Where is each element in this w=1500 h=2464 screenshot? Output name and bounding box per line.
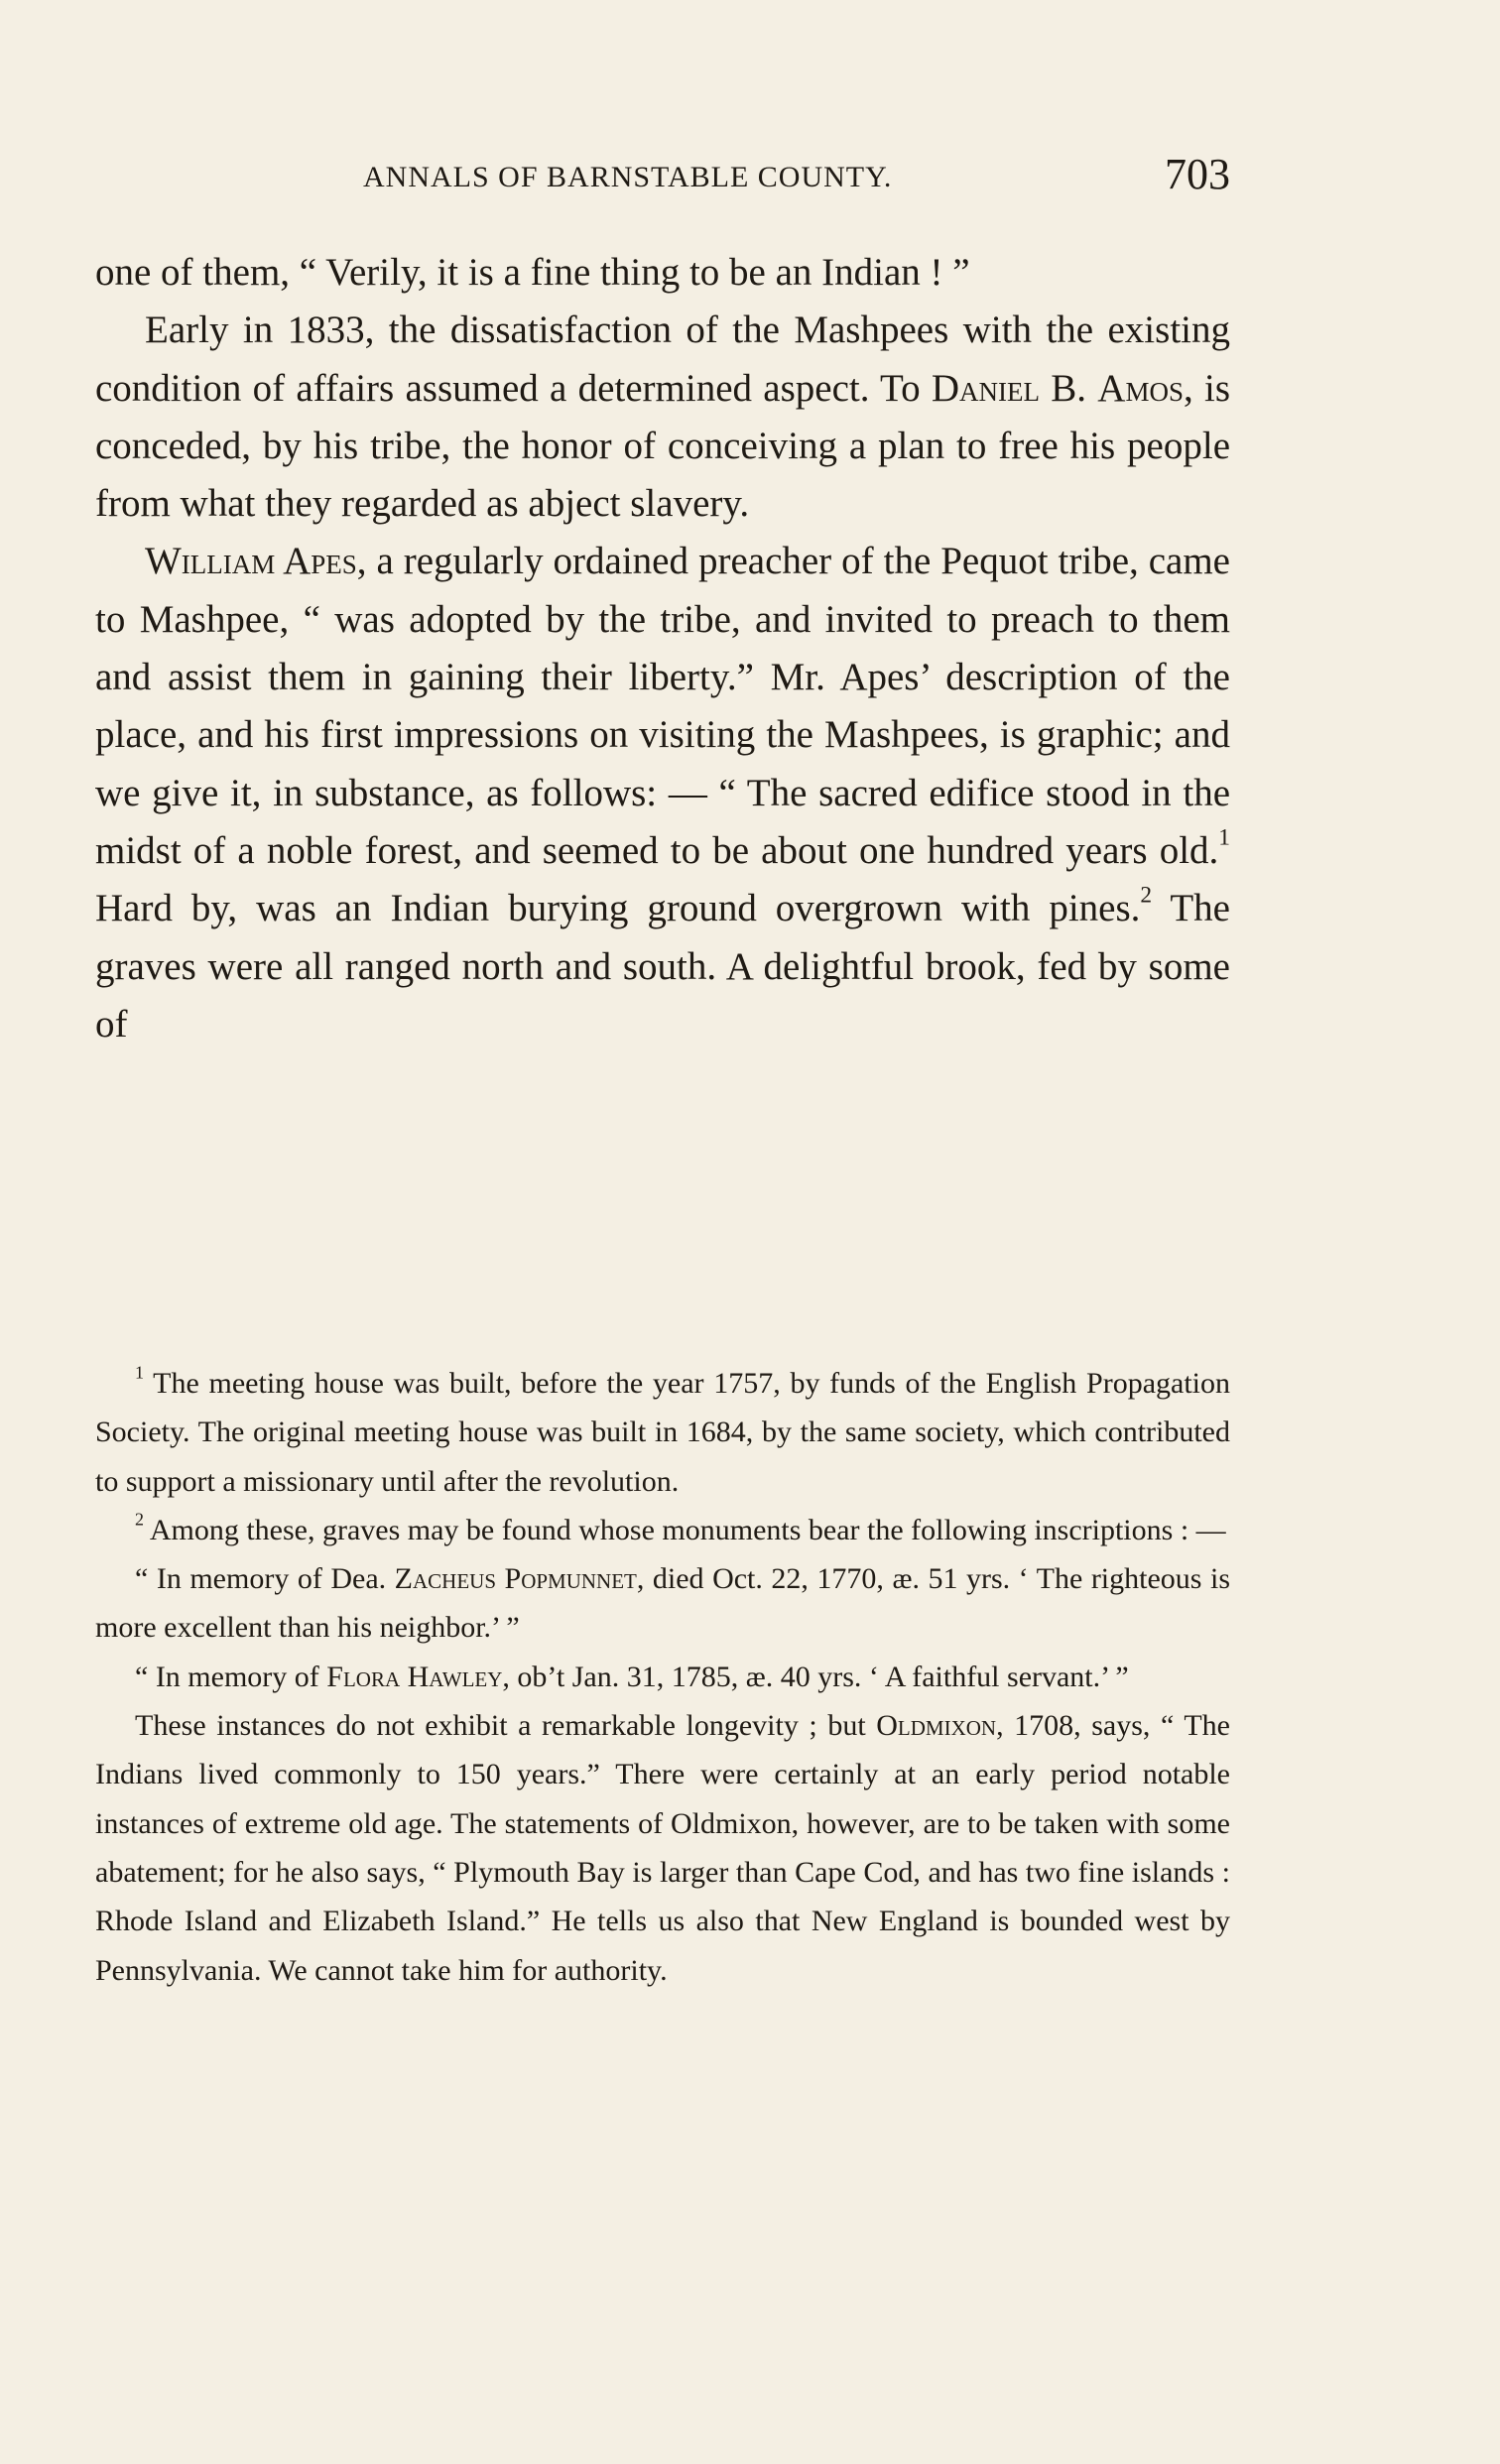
name-zacheus-popmunnet: Zacheus Popmunnet: [394, 1562, 637, 1596]
name-william-apes: William Apes: [145, 540, 357, 583]
paragraph-3: [95, 533, 1230, 1053]
paragraph-3-text-a: , a regularly ordained preacher of the Pequot tribe, came to Mashpee, “ was adopted by the tribe, and invited to preach to them and assist them in gaining their liberty.” Mr. Apes’ description of the place, and his first impressions on visiting the Mashpees, is graphic; and we give it, in substance, as follows: — “ The sacred edifice stood in the midst of a noble forest, and seemed to be about one hundred years old.: [95, 540, 1230, 872]
paragraph-1: [95, 244, 1230, 302]
name-flora-hawley: Flora Hawley: [326, 1660, 503, 1693]
footnote-2-mark: 2: [135, 1509, 144, 1530]
paragraph-2: [95, 302, 1230, 533]
paragraph-2-text-a: Early in 1833, the dissatisfaction of the Mashpees with the existing condition of affairs assumed a determined aspect. To: [95, 308, 1230, 410]
footnotes: [95, 1359, 1230, 1995]
running-head: [95, 149, 1230, 208]
name-oldmixon: Oldmixon: [876, 1709, 997, 1743]
inscription-1-text-b: , died Oct. 22, 1770, æ. 51 yrs. ‘ The righteous is more excellent than his neighbor.’ ”: [95, 1562, 1230, 1645]
paragraph-1-text: one of them, “ Verily, it is a fine thing to be an Indian ! ”: [95, 251, 970, 294]
footnote-ref-1: 1: [1218, 824, 1230, 851]
body-text: [95, 244, 1230, 1053]
name-amos: Amos: [1097, 366, 1184, 410]
paragraph-3-text-b: Hard by, was an Indian burying ground overgrown with pines.: [95, 887, 1141, 930]
inscription-2-text-b: , ob’t Jan. 31, 1785, æ. 40 yrs. ‘ A faithful servant.’ ”: [502, 1660, 1129, 1693]
footnote-1-text: The meeting house was built, before the year 1757, by funds of the English Propagation Society. The original meeting house was built in 1684, by the same society, which contributed to support a missionary until after the revolution.: [95, 1367, 1230, 1498]
name-daniel: Daniel: [931, 366, 1041, 410]
footnote-2-text: Among these, graves may be found whose monuments bear the following inscriptions : —: [144, 1513, 1226, 1546]
inscription-2: [95, 1653, 1230, 1701]
closing-note-text-a: These instances do not exhibit a remarkable longevity ; but: [135, 1709, 877, 1743]
closing-note: [95, 1701, 1230, 1995]
closing-note-text-b: , 1708, says, “ The Indians lived commonly to 150 years.” There were certainly at an early period notable instances of extreme old age. The statements of Oldmixon, however, are to be taken with some abatement; for he also says, “ Plymouth Bay is larger than Cape Cod, and has two fine islands : Rhode Island and Elizabeth Island.” He tells us also that New England is bounded west by Pennsylvania. We cannot take him for authority.: [95, 1709, 1230, 1987]
page-number: 703: [1165, 150, 1230, 198]
inscription-1: [95, 1554, 1230, 1653]
footnote-ref-2: 2: [1140, 882, 1153, 909]
footnote-1-mark: 1: [135, 1362, 144, 1383]
footnote-1: [95, 1359, 1230, 1506]
running-title: ANNALS OF BARNSTABLE COUNTY.: [363, 161, 893, 193]
paragraph-3-text-c: The graves were all ranged north and south. A delightful brook, fed by some of: [95, 887, 1230, 1046]
inscription-1-text-a: “ In memory of Dea.: [135, 1562, 395, 1596]
paragraph-2-text-c: , is conceded, by his tribe, the honor of conceiving a plan to free his people from what they regarded as abject slavery.: [95, 366, 1231, 526]
footnote-2: [95, 1506, 1230, 1554]
paragraph-2-text-b: B.: [1040, 366, 1098, 410]
inscription-2-text-a: “ In memory of: [135, 1660, 327, 1693]
